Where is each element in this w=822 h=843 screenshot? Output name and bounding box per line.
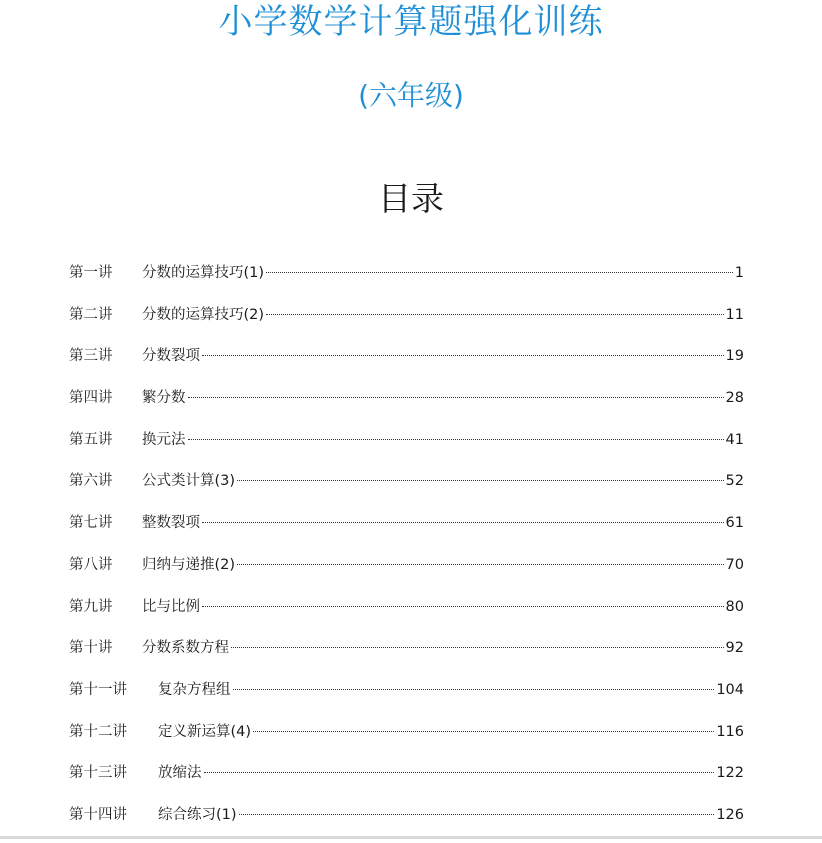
toc-dot-leader	[231, 637, 724, 648]
table-of-contents	[69, 259, 744, 843]
toc-entry[interactable]	[69, 467, 744, 509]
toc-entry[interactable]	[69, 634, 744, 676]
toc-entry-title: 综合练习(1)	[158, 806, 237, 823]
toc-entry-lecture: 第十一讲	[69, 681, 127, 698]
toc-entry-title: 归纳与递推(2)	[142, 556, 236, 573]
toc-entry-lecture: 第八讲	[69, 556, 113, 573]
toc-entry-title: 繁分数	[142, 390, 186, 407]
toc-entry-page: 61	[725, 515, 744, 532]
toc-entry-page: 1	[734, 265, 744, 281]
toc-entry[interactable]	[69, 342, 744, 384]
toc-entry-lecture: 第十三讲	[69, 765, 127, 782]
toc-entry-title: 换元法	[142, 431, 186, 448]
toc-entry[interactable]	[69, 384, 744, 426]
document-subtitle: (六年级)	[358, 79, 464, 112]
toc-entry[interactable]	[69, 676, 744, 718]
toc-dot-leader	[266, 304, 724, 315]
toc-entry-title: 复杂方程组	[158, 681, 231, 698]
toc-entry[interactable]	[69, 301, 744, 343]
toc-entry[interactable]	[69, 718, 744, 760]
toc-dot-leader	[202, 345, 724, 356]
toc-entry-title: 放缩法	[158, 765, 202, 782]
toc-dot-leader	[204, 762, 715, 773]
toc-entry-title: 分数裂项	[142, 348, 200, 365]
toc-dot-leader	[253, 721, 714, 732]
toc-entry-title: 整数裂项	[142, 515, 200, 532]
toc-entry-lecture: 第一讲	[69, 265, 113, 281]
toc-entry-title: 比与比例	[142, 598, 200, 615]
toc-entry-page: 80	[725, 598, 744, 615]
toc-entry-page: 122	[716, 765, 744, 782]
document-title: 小学数学计算题强化训练	[218, 2, 604, 42]
toc-entry-page: 126	[716, 806, 744, 823]
toc-dot-leader	[237, 470, 724, 481]
toc-entry-page: 19	[725, 348, 744, 365]
toc-dot-leader	[202, 512, 724, 523]
toc-entry-title: 分数的运算技巧(2)	[142, 306, 265, 323]
toc-entry-page: 70	[725, 556, 744, 573]
toc-entry[interactable]	[69, 551, 744, 593]
toc-dot-leader	[233, 679, 715, 690]
toc-entry[interactable]	[69, 759, 744, 801]
toc-entry-page: 104	[716, 681, 744, 698]
toc-entry-lecture: 第七讲	[69, 515, 113, 532]
toc-entry-title: 分数系数方程	[142, 640, 229, 657]
toc-entry-lecture: 第九讲	[69, 598, 113, 615]
toc-dot-leader	[202, 596, 724, 607]
toc-entry-title: 定义新运算(4)	[158, 723, 252, 740]
toc-entry-lecture: 第三讲	[69, 348, 113, 365]
toc-entry-lecture: 第五讲	[69, 431, 113, 448]
toc-dot-leader	[188, 429, 724, 440]
toc-entry-page: 28	[725, 390, 744, 407]
toc-dot-leader	[239, 804, 715, 815]
toc-dot-leader	[266, 262, 733, 273]
toc-entry[interactable]	[69, 593, 744, 635]
toc-entry-page: 92	[725, 640, 744, 657]
toc-entry-lecture: 第六讲	[69, 473, 113, 490]
toc-entry-lecture: 第十二讲	[69, 723, 127, 740]
toc-entry-lecture: 第十四讲	[69, 806, 127, 823]
toc-entry-page: 11	[725, 306, 744, 323]
toc-entry-lecture: 第十讲	[69, 640, 113, 657]
toc-entry-page: 116	[716, 723, 744, 740]
toc-entry-page: 41	[725, 431, 744, 448]
toc-entry-title: 分数的运算技巧(1)	[142, 265, 265, 281]
toc-dot-leader	[237, 554, 724, 565]
toc-entry-lecture: 第二讲	[69, 306, 113, 323]
toc-entry[interactable]	[69, 426, 744, 468]
toc-entry-title: 公式类计算(3)	[142, 473, 236, 490]
toc-heading: 目录	[378, 179, 444, 218]
toc-entry[interactable]	[69, 509, 744, 551]
toc-entry[interactable]	[69, 259, 744, 301]
toc-dot-leader	[188, 387, 724, 398]
toc-entry-page: 52	[725, 473, 744, 490]
toc-entry-lecture: 第四讲	[69, 390, 113, 407]
